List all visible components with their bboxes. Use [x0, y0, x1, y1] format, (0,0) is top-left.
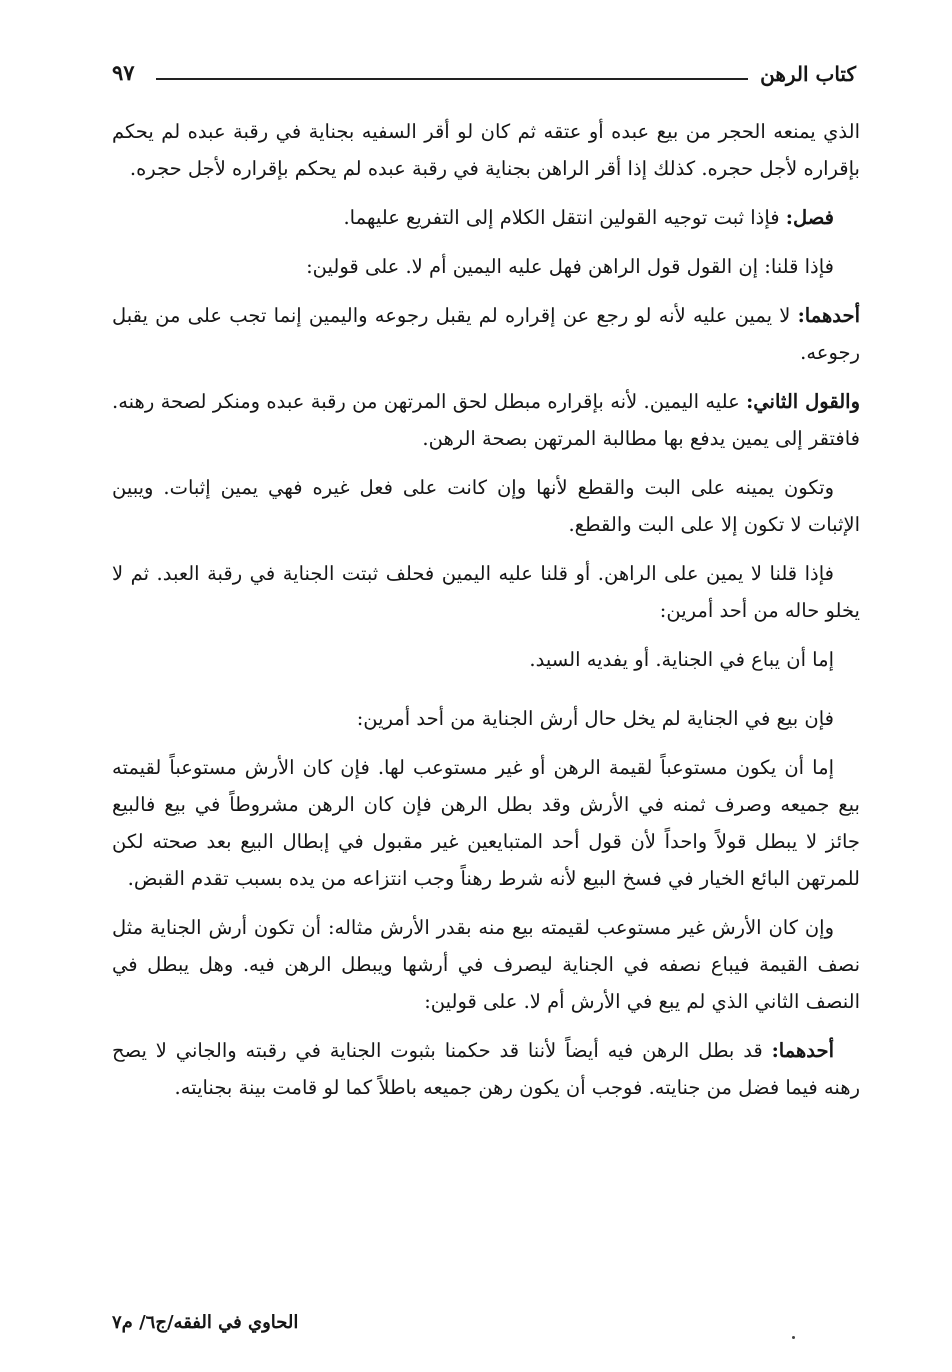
paragraph: [112, 248, 860, 285]
paragraph: [112, 641, 860, 678]
paragraph-text: وإن كان الأرش غير مستوعب لقيمته بيع منه بقدر الأرش مثاله: أن تكون أرش الجناية مثل نصف القيمة فيباع نصفه في الجناية ليصرف في أرشها ويبطل الرهن فيه. وهل يبطل في النصف الثاني الذي لم يبع في الأرش أم لا. على قولين:: [112, 916, 860, 1013]
paragraph: [112, 383, 860, 457]
header-rule: [156, 78, 748, 80]
paragraph-text: الذي يمنعه الحجر من بيع عبده أو عتقه ثم كان لو أقر السفيه بجناية في رقبة عبده لم يحكم بإقراره لأجل حجره. كذلك إذا أقر الراهن بجناية في رقبة عبده لم يحكم بإقراره لأجل حجره.: [112, 120, 860, 180]
paragraph: [112, 469, 860, 543]
paragraph-text: فإن بيع في الجناية لم يخل حال أرش الجناية من أحد أمرين:: [356, 707, 834, 730]
paragraph: [112, 909, 860, 1020]
page-number: ٩٧: [112, 60, 135, 85]
footer-dot: [792, 1336, 795, 1339]
paragraph-lead: فصل:: [785, 206, 834, 229]
paragraph: [112, 555, 860, 629]
paragraph: [112, 749, 860, 897]
paragraph-lead: أحدهما:: [797, 304, 860, 327]
paragraph: [112, 700, 860, 737]
paragraph-lead: أحدهما:: [771, 1039, 834, 1062]
paragraph-text: فإذا قلنا لا يمين على الراهن. أو قلنا عليه اليمين فحلف ثبتت الجناية في رقبة العبد. ثم لا يخلو حاله من أحد أمرين:: [112, 562, 860, 622]
paragraph: [112, 199, 860, 236]
paragraph-text: قد بطل الرهن فيه أيضاً لأننا قد حكمنا بثبوت الجناية في رقبته والجاني لا يصح رهنه فيما فضل من جنايته. فوجب أن يكون رهن جميعه باطلاً كما لو قامت بينة بجنايته.: [112, 1039, 860, 1099]
paragraph: [112, 297, 860, 371]
paragraph-text: إما أن يكون مستوعباً لقيمة الرهن أو غير مستوعب لها. فإن كان الأرش مستوعباً لقيمته بيع جميعه وصرف ثمنه في الأرش وقد بطل الرهن فإن كان الرهن مشروطاً في بيع فالبيع جائز لا يبطل قولاً واحداً لأن قول أحد المتبايعين غير مقبول في إبطال البيع بعد صحته لكن للمرتهن البائع الخيار في فسخ البيع لأنه شرط رهناً وجب انتزاعه من يده بسبب تقدم القبض.: [112, 756, 860, 890]
paragraph-text: لا يمين عليه لأنه لو رجع عن إقراره لم يقبل رجوعه واليمين إنما تجب على من يقبل رجوعه.: [112, 304, 860, 364]
paragraph: [112, 113, 860, 187]
book-title: كتاب الرهن: [760, 62, 856, 86]
paragraph-text: وتكون يمينه على البت والقطع لأنها وإن كانت على فعل غيره فهي يمين إثبات. ويبين الإثبات لا تكون إلا على البت والقطع.: [112, 476, 860, 536]
paragraph-lead: والقول الثاني:: [746, 390, 860, 413]
paragraph-text: إما أن يباع في الجناية. أو يفديه السيد.: [529, 648, 834, 671]
paragraph-text: فإذا قلنا: إن القول قول الراهن فهل عليه اليمين أم لا. على قولين:: [306, 255, 834, 278]
footer-signature: الحاوي في الفقه/ج٦/ م٧: [112, 1312, 299, 1333]
running-header: [112, 58, 856, 98]
body-text: [112, 113, 860, 1118]
paragraph-text: عليه اليمين. لأنه بإقراره مبطل لحق المرتهن من رقبة عبده ومنكر لصحة رهنه. فافتقر إلى يمين يدفع بها مطالبة المرتهن بصحة الرهن.: [112, 390, 860, 450]
paragraph: [112, 1032, 860, 1106]
paragraph-text: فإذا ثبت توجيه القولين انتقل الكلام إلى التفريع عليهما.: [343, 206, 786, 229]
